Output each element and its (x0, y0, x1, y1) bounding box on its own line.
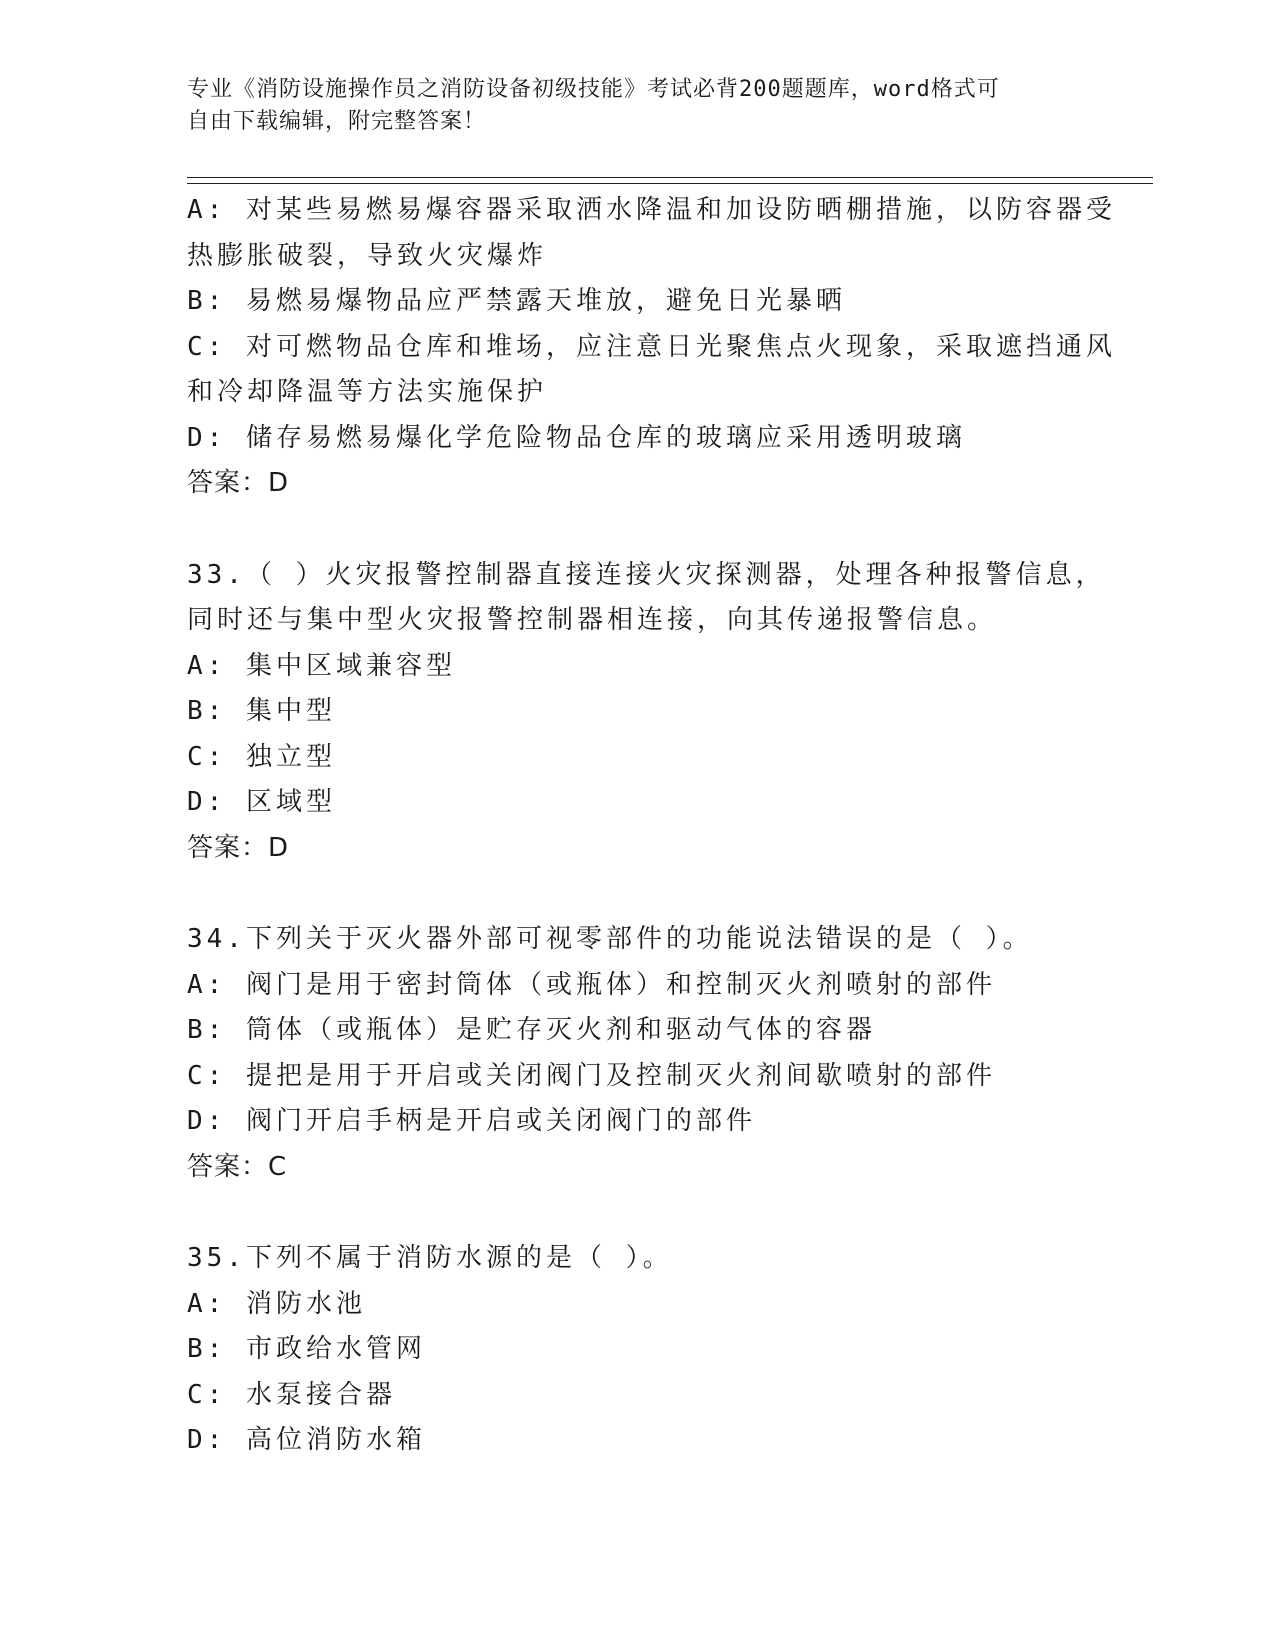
option-a: A: 消防水池 (187, 1288, 366, 1319)
option-c: C: 水泵接合器 (187, 1379, 396, 1410)
option-c-line-1: C: 对可燃物品仓库和堆场，应注意日光聚焦点火现象，采取遮挡通风 (187, 331, 1116, 362)
question-block-32 (187, 188, 1116, 507)
answer: 答案：D (187, 832, 290, 863)
question-text: 34.下列关于灭火器外部可视零部件的功能说法错误的是（ ）。 (187, 924, 1033, 954)
option-d: D: 储存易燃易爆化学危险物品仓库的玻璃应采用透明玻璃 (187, 422, 966, 453)
question-block-33 (187, 553, 1106, 872)
spacer (187, 507, 1087, 553)
question-block-35 (187, 1236, 1087, 1464)
option-a: A: 集中区域兼容型 (187, 650, 456, 681)
option-b: B: 易燃易爆物品应严禁露天堆放，避免日光暴晒 (187, 286, 846, 316)
spacer (187, 871, 1087, 917)
question-text-line-1: 33.（ ）火灾报警控制器直接连接火灾探测器，处理各种报警信息， (187, 559, 1106, 590)
option-c: C: 独立型 (187, 741, 336, 772)
answer: 答案：C (187, 1151, 288, 1182)
option-d: D: 阀门开启手柄是开启或关闭阀门的部件 (187, 1106, 756, 1136)
spacer (187, 1190, 1087, 1236)
option-d: D: 区域型 (187, 787, 336, 817)
option-a-line-2: 热膨胀破裂，导致火灾爆炸 (187, 240, 548, 271)
question-list (187, 188, 1116, 1464)
option-b: B: 市政给水管网 (187, 1334, 426, 1364)
option-c: C: 提把是用于开启或关闭阀门及控制灭火剂间歇喷射的部件 (187, 1060, 996, 1091)
answer: 答案：D (187, 468, 290, 498)
header-divider-top (187, 177, 1153, 178)
option-b: B: 筒体（或瓶体）是贮存灭火剂和驱动气体的容器 (187, 1015, 876, 1045)
option-b: B: 集中型 (187, 696, 336, 726)
question-block-34 (187, 917, 1087, 1190)
option-a: A: 阀门是用于密封筒体（或瓶体）和控制灭火剂喷射的部件 (187, 969, 996, 1000)
header-line-1: 专业《消防设施操作员之消防设备初级技能》考试必背200题题库，word格式可 (187, 77, 1000, 102)
option-a-line-1: A: 对某些易燃易爆容器采取洒水降温和加设防晒棚措施，以防容器受 (187, 195, 1116, 225)
document-header (187, 74, 1067, 138)
header-divider-bottom (187, 183, 1153, 184)
question-text: 35.下列不属于消防水源的是（ ）。 (187, 1243, 673, 1273)
option-d: D: 高位消防水箱 (187, 1425, 426, 1455)
option-c-line-2: 和冷却降温等方法实施保护 (187, 377, 548, 407)
question-text-line-2: 同时还与集中型火灾报警控制器相连接，向其传递报警信息。 (187, 605, 998, 635)
header-line-2: 自由下载编辑，附完整答案！ (187, 109, 487, 134)
